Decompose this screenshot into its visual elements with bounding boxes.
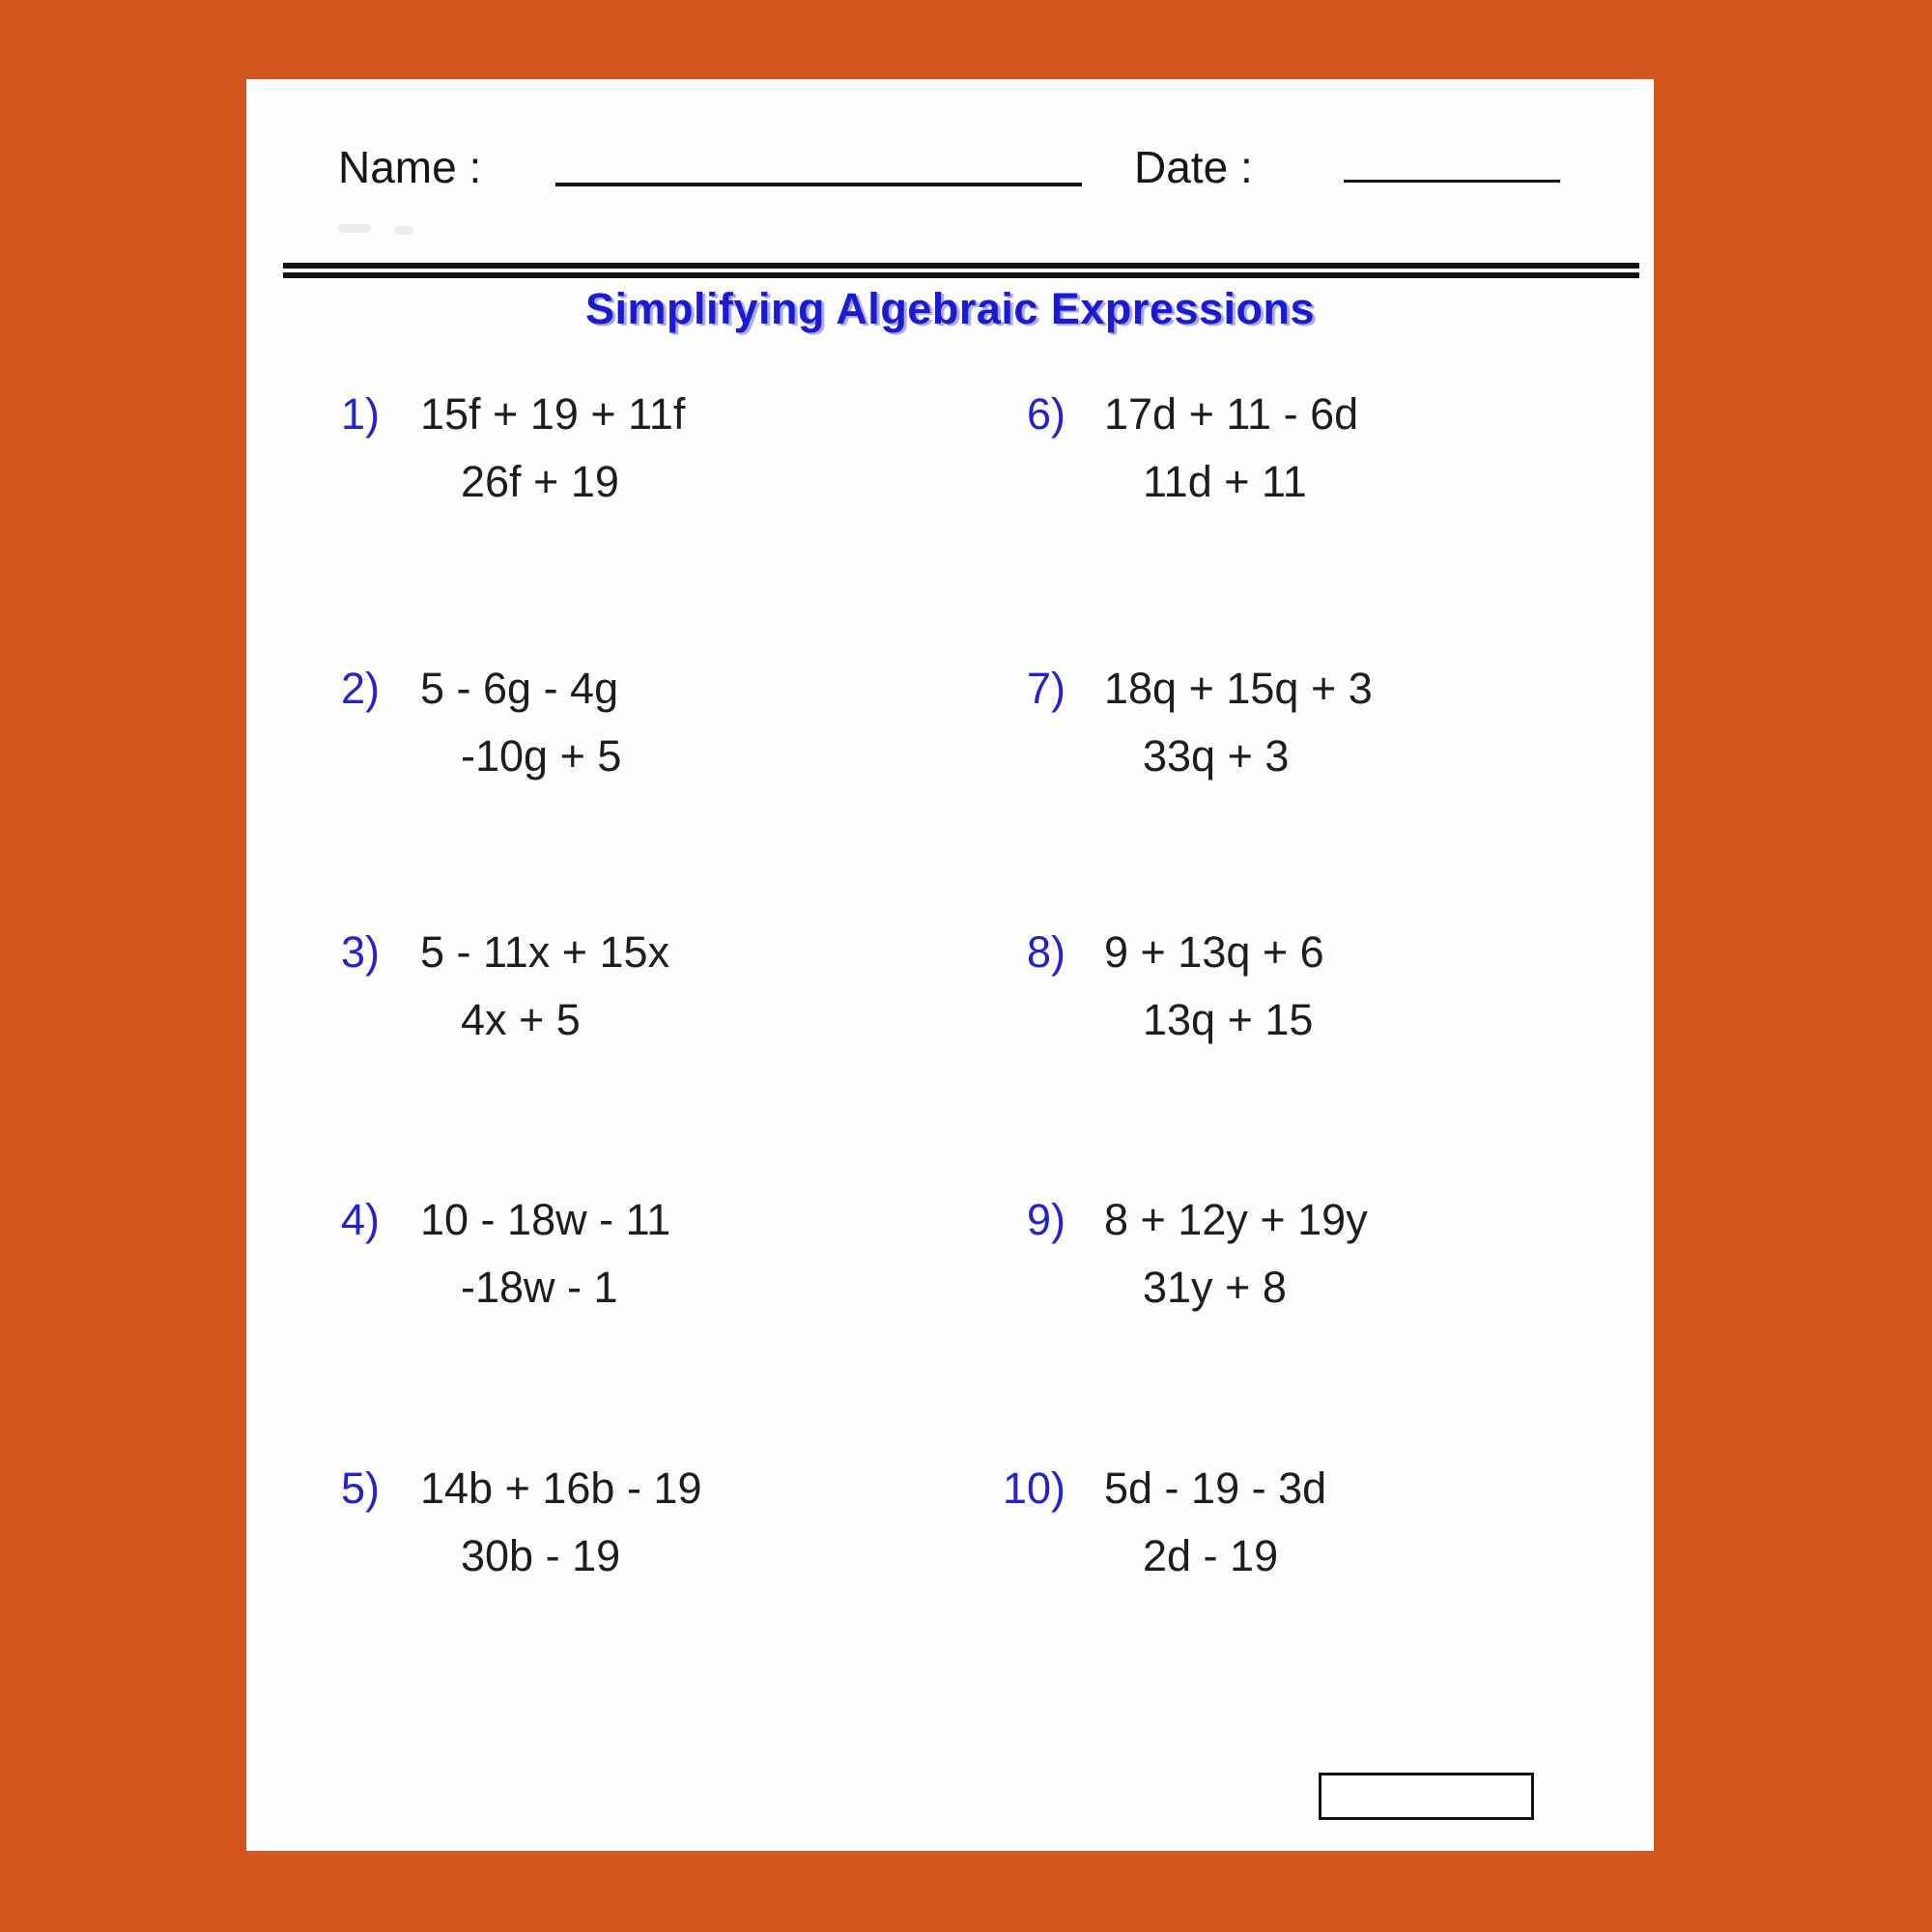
problem-number: 7) xyxy=(1026,664,1065,713)
problem-answer: 4x + 5 xyxy=(461,995,581,1044)
problem-expression: 8 + 12y + 19y xyxy=(1104,1195,1368,1244)
name-label: Name : xyxy=(338,142,482,192)
problem-expression: 15f + 19 + 11f xyxy=(420,389,686,439)
problem-expression: 5d - 19 - 3d xyxy=(1104,1463,1327,1513)
name-blank-line xyxy=(555,183,1082,186)
blank-answer-box xyxy=(1319,1773,1534,1820)
problem-answer: 30b - 19 xyxy=(461,1531,621,1580)
problem-number: 5) xyxy=(340,1463,380,1513)
problem-answer: -10g + 5 xyxy=(461,731,622,781)
problem-item xyxy=(246,1463,1654,1589)
problem-answer: -18w - 1 xyxy=(461,1263,618,1312)
divider-rule-top xyxy=(283,263,1639,269)
divider-rule-bottom xyxy=(283,272,1639,278)
problem-answer: 31y + 8 xyxy=(1143,1263,1287,1312)
worksheet-page xyxy=(246,79,1654,1851)
problem-expression: 10 - 18w - 11 xyxy=(420,1195,671,1244)
problem-item xyxy=(246,1195,1654,1321)
problem-expression: 5 - 11x + 15x xyxy=(420,927,670,977)
problem-item xyxy=(246,927,1654,1053)
scan-artifact xyxy=(338,224,425,238)
problem-expression: 9 + 13q + 6 xyxy=(1104,927,1324,977)
problem-item xyxy=(246,389,1654,515)
problem-expression: 14b + 16b - 19 xyxy=(420,1463,702,1513)
problem-number: 4) xyxy=(340,1195,380,1244)
problem-number: 2) xyxy=(340,664,380,713)
problem-answer: 33q + 3 xyxy=(1143,731,1290,781)
problem-number: 8) xyxy=(1026,927,1065,977)
problem-expression: 5 - 6g - 4g xyxy=(420,664,619,713)
problem-answer: 11d + 11 xyxy=(1143,457,1307,506)
problem-item xyxy=(246,664,1654,789)
problem-expression: 17d + 11 - 6d xyxy=(1104,389,1359,439)
problem-number: 10) xyxy=(1002,1463,1065,1513)
problem-number: 3) xyxy=(340,927,380,977)
date-label: Date : xyxy=(1134,142,1253,192)
date-blank-line xyxy=(1344,180,1560,183)
problem-answer: 13q + 15 xyxy=(1143,995,1314,1044)
problem-answer: 26f + 19 xyxy=(461,457,619,506)
problem-answer: 2d - 19 xyxy=(1143,1531,1279,1580)
problem-number: 9) xyxy=(1026,1195,1065,1244)
problem-expression: 18q + 15q + 3 xyxy=(1104,664,1373,713)
problem-number: 6) xyxy=(1026,389,1065,439)
worksheet-title: Simplifying Algebraic Expressions xyxy=(584,284,1316,333)
problem-number: 1) xyxy=(340,389,380,439)
